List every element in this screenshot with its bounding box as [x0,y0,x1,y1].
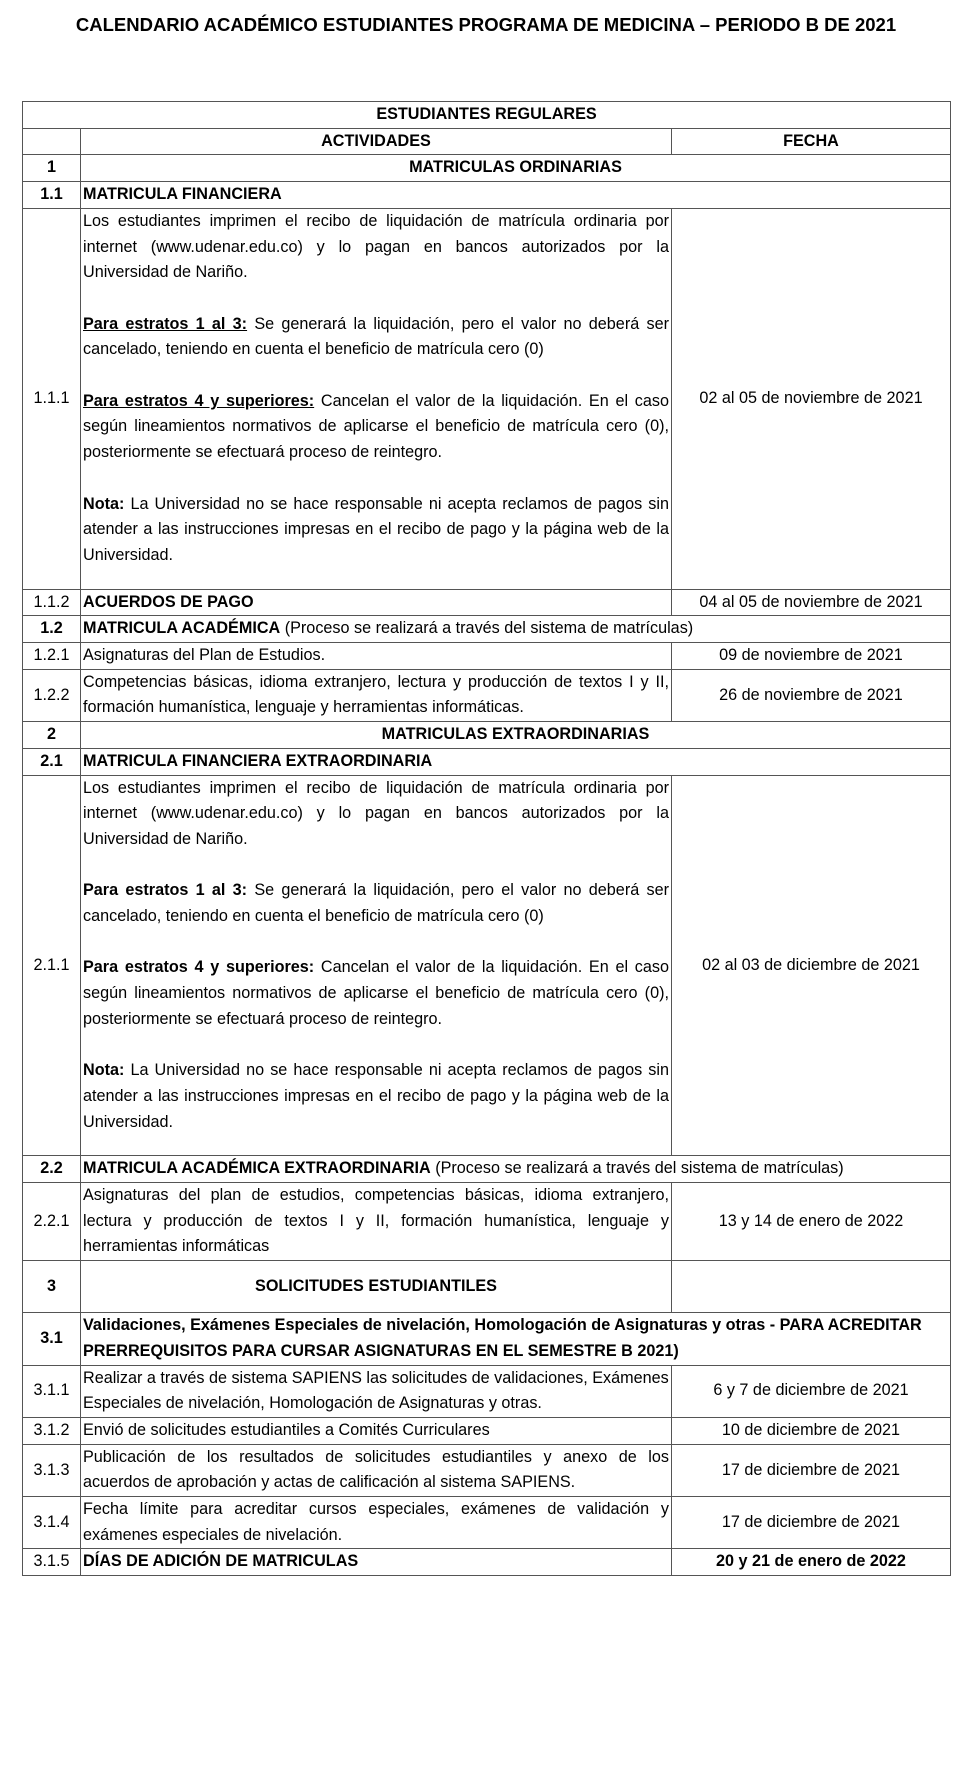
note-text: La Universidad no se hace responsable ni acepta reclamos de pagos sin atender a las instrucciones impresas en el recibo de pago y la página web de la Universidad. [83,1061,669,1131]
subsection-number: 2.2 [23,1156,81,1183]
subsection-title: Validaciones, Exámenes Especiales de nivelación, Homologación de Asignaturas y otras - PARA ACREDITAR PRERREQUISITOS PARA CURSAR ASIGNATURAS EN EL SEMESTRE B 2021) [81,1313,951,1365]
note-text: La Universidad no se hace responsable ni acepta reclamos de pagos sin atender a las instrucciones impresas en el recibo de pago y la página web de la Universidad. [83,494,669,564]
note-label: Nota: [83,494,125,513]
subsection-title-cell [81,1156,951,1183]
date-header: FECHA [671,128,950,155]
subsection-row [23,616,951,643]
activity-row [23,1444,951,1496]
section-title: SOLICITUDES ESTUDIANTILES [81,1261,672,1313]
strata-label: Para estratos 4 y superiores: [83,391,315,410]
activity-number: 3.1.5 [23,1549,81,1576]
page-title: CALENDARIO ACADÉMICO ESTUDIANTES PROGRAMA DE MEDICINA – PERIODO B DE 2021 [75,14,897,35]
strata-text: Se generará la liquidación, pero el valor no deberá ser cancelado, teniendo en cuenta el beneficio de matrícula cero (0) [83,881,669,926]
activity-description: Realizar a través de sistema SAPIENS las solicitudes de validaciones, Exámenes Especiales de nivelación, Homologación de Asignaturas y otras. [81,1365,672,1417]
activity-title: DÍAS DE ADICIÓN DE MATRICULAS [81,1549,672,1576]
section-title: MATRICULAS EXTRAORDINARIAS [81,722,951,749]
subsection-title: MATRICULA ACADÉMICA [83,619,281,638]
column-header-row [23,128,951,155]
activity-description [81,775,672,1156]
activities-header: ACTIVIDADES [81,128,672,155]
activity-number: 1.2.1 [23,643,81,670]
activity-date: 20 y 21 de enero de 2022 [671,1549,950,1576]
activity-date: 17 de diciembre de 2021 [671,1497,950,1549]
activity-description: Competencias básicas, idioma extranjero, lectura y producción de textos I y II, formación humanística, lenguaje y herramientas informáticas. [81,669,672,721]
activity-row [23,775,951,1156]
section-number: 3 [23,1261,81,1313]
activity-row [23,669,951,721]
section-title: MATRICULAS ORDINARIAS [81,155,951,182]
section-number: 2 [23,722,81,749]
activity-date: 02 al 05 de noviembre de 2021 [671,208,950,589]
paragraph [83,492,669,569]
activity-number: 3.1.1 [23,1365,81,1417]
subsection-row [23,748,951,775]
subsection-row [23,182,951,209]
activity-date: 10 de diciembre de 2021 [671,1417,950,1444]
activity-row [23,1417,951,1444]
activity-date: 17 de diciembre de 2021 [671,1444,950,1496]
subsection-number: 2.1 [23,748,81,775]
strata-label: Para estratos 1 al 3: [83,314,248,333]
section-row [23,155,951,182]
paragraph [83,1058,669,1135]
strata-text: Cancelan el valor de la liquidación. En el caso según lineamientos normativos de aplicarse el beneficio de matrícula cero (0), posteriormente se efectuará proceso de reintegro. [83,391,669,462]
activity-row [23,1549,951,1576]
empty-cell [671,1261,950,1313]
group-header: ESTUDIANTES REGULARES [23,102,951,129]
activity-row [23,1497,951,1549]
strata-text: Cancelan el valor de la liquidación. En el caso según lineamientos normativos de aplicarse el beneficio de matrícula cero (0), posteriormente se efectuará proceso de reintegro. [83,958,669,1028]
activity-number: 1.1.2 [23,589,81,616]
subsection-number: 3.1 [23,1313,81,1365]
activity-number: 1.1.1 [23,208,81,589]
activity-row [23,1183,951,1261]
activity-description: Publicación de los resultados de solicitudes estudiantiles y anexo de los acuerdos de aprobación y actas de calificación al sistema SAPIENS. [81,1444,672,1496]
paragraph [83,389,669,466]
paragraph [83,955,669,1032]
activity-description: Fecha límite para acreditar cursos especiales, exámenes de validación y exámenes especiales de nivelación. [81,1497,672,1549]
activity-row [23,589,951,616]
paragraph [83,312,669,363]
strata-label: Para estratos 1 al 3: [83,881,248,900]
activity-row [23,643,951,670]
activity-date: 02 al 03 de diciembre de 2021 [671,775,950,1156]
strata-text: Se generará la liquidación, pero el valor no deberá ser cancelado, teniendo en cuenta el beneficio de matrícula cero (0) [83,314,669,359]
activity-number: 1.2.2 [23,669,81,721]
activity-description [81,208,672,589]
activity-number: 3.1.2 [23,1417,81,1444]
activity-date: 26 de noviembre de 2021 [671,669,950,721]
subsection-row [23,1156,951,1183]
paragraph: Los estudiantes imprimen el recibo de liquidación de matrícula ordinaria por internet (www.udenar.edu.co) y lo pagan en bancos autorizados por la Universidad de Nariño. [83,778,669,848]
activity-number: 2.2.1 [23,1183,81,1261]
activity-description: Asignaturas del plan de estudios, competencias básicas, idioma extranjero, lectura y producción de textos I y II, formación humanística, lenguaje y herramientas informáticas [81,1183,672,1261]
subsection-title: MATRICULA FINANCIERA EXTRAORDINARIA [81,748,951,775]
activity-date: 04 al 05 de noviembre de 2021 [671,589,950,616]
calendar-table [22,101,951,1576]
activity-description: Asignaturas del Plan de Estudios. [81,643,672,670]
group-header-row [23,102,951,129]
section-row [23,722,951,749]
subsection-number: 1.1 [23,182,81,209]
subsection-note: (Proceso se realizará a través del sistema de matrículas) [430,1159,844,1178]
activity-description: Envió de solicitudes estudiantiles a Comités Curriculares [81,1417,672,1444]
subsection-title: MATRICULA FINANCIERA [81,182,951,209]
strata-label: Para estratos 4 y superiores: [83,958,315,977]
activity-number: 2.1.1 [23,775,81,1156]
activity-number: 3.1.3 [23,1444,81,1496]
activity-date: 09 de noviembre de 2021 [671,643,950,670]
subsection-note: (Proceso se realizará a través del sistema de matrículas) [280,619,694,638]
section-row [23,1261,951,1313]
activity-title: ACUERDOS DE PAGO [81,589,672,616]
note-label: Nota: [83,1061,125,1080]
paragraph: Los estudiantes imprimen el recibo de liquidación de matrícula ordinaria por internet (www.udenar.edu.co) y lo pagan en bancos autorizados por la Universidad de Nariño. [83,211,669,282]
activity-date: 6 y 7 de diciembre de 2021 [671,1365,950,1417]
section-number: 1 [23,155,81,182]
subsection-title: MATRICULA ACADÉMICA EXTRAORDINARIA [83,1159,431,1178]
activity-date: 13 y 14 de enero de 2022 [671,1183,950,1261]
subsection-title-cell [81,616,951,643]
activity-row [23,208,951,589]
paragraph [83,878,669,929]
num-header [23,128,81,155]
subsection-number: 1.2 [23,616,81,643]
activity-number: 3.1.4 [23,1497,81,1549]
subsection-row [23,1313,951,1365]
activity-row [23,1365,951,1417]
